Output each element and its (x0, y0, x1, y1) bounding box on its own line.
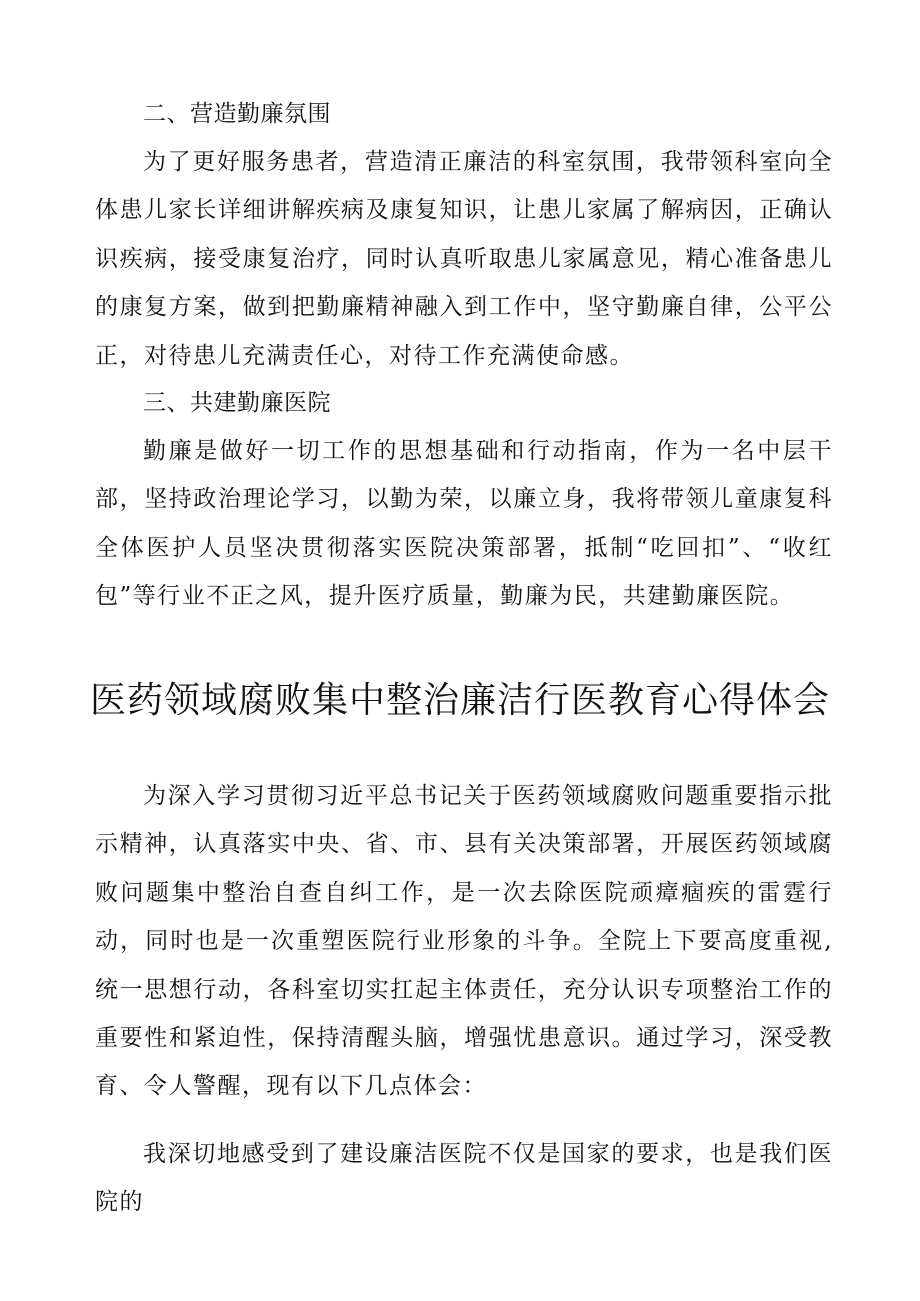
article-intro-paragraph: 为深入学习贯彻习近平总书记关于医药领域腐败问题重要指示批示精神，认真落实中央、省、市、县有关决策部署，开展医药领域腐败问题集中整治自查自纠工作，是一次去除医院顽瘴痼疾的雷霆行动，同时也是一次重塑医院行业形象的斗争。全院上下要高度重视,统一思想行动，各科室切实扛起主体责任，充分认识专项整治工作的重要性和紧迫性，保持清醒头脑，增强忧患意识。通过学习，深受教育、令人警醒，现有以下几点体会： (95, 783, 833, 1100)
section-2-heading: 二、营造勤廉氛围 (143, 101, 331, 127)
section-3-paragraph: 勤廉是做好一切工作的思想基础和行动指南，作为一名中层干部，坚持政治理论学习，以勤为荣，以廉立身，我将带领儿童康复科全体医护人员坚决贯彻落实医院决策部署，抵制“吃回扣”、“收红包”等行业不正之风，提升医疗质量，勤廉为民，共建勤廉医院。 (95, 438, 833, 610)
section-2-paragraph: 为了更好服务患者，营造清正廉洁的科室氛围，我带领科室向全体患儿家长详细讲解疾病及康复知识，让患儿家属了解病因，正确认识疾病，接受康复治疗，同时认真听取患儿家属意见，精心准备患儿的康复方案，做到把勤廉精神融入到工作中，坚守勤廉自律，公平公正，对待患儿充满责任心，对待工作充满使命感。 (95, 149, 833, 369)
article-closing-paragraph: 我深切地感受到了建设廉洁医院不仅是国家的要求，也是我们医院的 (95, 1141, 833, 1216)
section-3-heading: 三、共建勤廉医院 (143, 390, 331, 416)
article-title: 医药领域腐败集中整治廉洁行医教育心得体会 (89, 680, 830, 721)
